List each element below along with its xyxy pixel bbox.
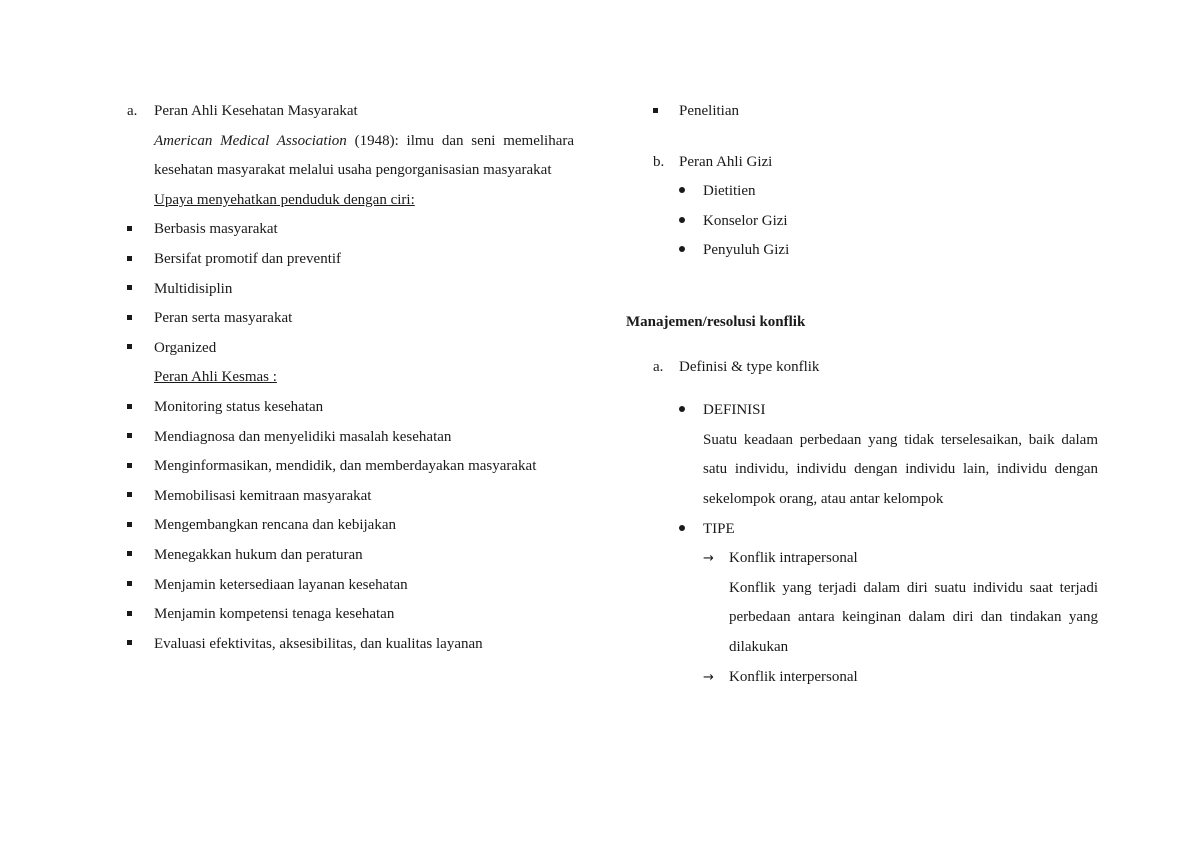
definition-text: (1948): ilmu dan seni memelihara kesehatan masyarakat melalui usaha pengorganisasian masyarakat <box>154 132 575 179</box>
continued-item: Penelitian <box>679 103 739 119</box>
list-item <box>127 275 574 305</box>
square-bullet-icon <box>127 304 132 334</box>
round-bullet-icon <box>679 236 685 266</box>
arrow-right-icon: → <box>703 551 714 567</box>
list-item-text: Dietitien <box>703 183 756 200</box>
square-bullet-icon <box>127 423 132 453</box>
list-item <box>127 393 574 423</box>
peran-heading-row <box>127 363 574 393</box>
section-a-heading <box>127 97 574 127</box>
square-bullet-icon <box>127 571 132 601</box>
list-item-text: Memobilisasi kemitraan masyarakat <box>154 487 372 504</box>
right-column <box>626 97 1098 692</box>
arrow-right-icon: → <box>703 669 714 685</box>
list-item <box>127 571 574 601</box>
upaya-heading-row <box>127 186 574 216</box>
list-item <box>127 423 574 453</box>
list-item-text: Organized <box>154 339 217 356</box>
tipe-item-label: Konflik interpersonal <box>729 668 858 685</box>
list-item <box>626 177 1098 207</box>
list-item <box>127 511 574 541</box>
list-item <box>626 207 1098 237</box>
list-item <box>127 600 574 630</box>
upaya-heading: Upaya menyehatkan penduduk dengan ciri: <box>154 191 415 208</box>
square-bullet-icon <box>127 630 132 660</box>
sub-a-title: Definisi & type konflik <box>679 358 820 375</box>
tipe-item-label: Konflik intrapersonal <box>729 550 858 567</box>
square-bullet-icon <box>127 600 132 630</box>
square-bullet-icon <box>127 541 132 571</box>
section-b-title: Peran Ahli Gizi <box>679 153 773 170</box>
list-item <box>127 452 574 482</box>
section-a-marker: a. <box>127 103 138 119</box>
list-item-text: Mendiagnosa dan menyelidiki masalah kesehatan <box>154 428 452 445</box>
list-item-text: Menjamin ketersediaan layanan kesehatan <box>154 576 408 593</box>
list-item <box>127 541 574 571</box>
square-bullet-icon <box>127 482 132 512</box>
list-item-text: Evaluasi efektivitas, aksesibilitas, dan kualitas layanan <box>154 635 483 652</box>
peran-list <box>127 393 574 659</box>
list-item-text: Mengembangkan rencana dan kebijakan <box>154 517 396 534</box>
peran-heading: Peran Ahli Kesmas : <box>154 369 277 386</box>
section-a-title: Peran Ahli Kesehatan Masyarakat <box>154 103 358 119</box>
definition-source: American Medical Association <box>154 132 347 149</box>
tipe-label: TIPE <box>703 520 735 537</box>
sub-a-heading <box>626 353 1098 383</box>
section-b-heading <box>626 148 1098 178</box>
list-item <box>626 97 1098 127</box>
list-item-text: Konselor Gizi <box>703 212 788 229</box>
round-bullet-icon <box>679 515 685 545</box>
square-bullet-icon <box>127 215 132 245</box>
list-item <box>626 236 1098 266</box>
list-item-text: Menjamin kompetensi tenaga kesehatan <box>154 606 395 623</box>
sub-a-marker: a. <box>653 358 664 375</box>
square-bullet-icon <box>127 393 132 423</box>
tipe-item-desc: Konflik yang terjadi dalam diri suatu individu saat terjadi perbedaan antara keinginan dalam diri dan tindakan yang dilakukan <box>729 579 1098 655</box>
list-item-text: Menginformasikan, mendidik, dan memberdayakan masyarakat <box>154 458 537 475</box>
gizi-list <box>626 177 1098 266</box>
round-bullet-icon <box>679 207 685 237</box>
square-bullet-icon <box>127 245 132 275</box>
list-item-text: Menegakkan hukum dan peraturan <box>154 546 363 563</box>
list-item-text: Bersifat promotif dan preventif <box>154 250 342 267</box>
list-item-text: Penyuluh Gizi <box>703 242 790 259</box>
list-item <box>127 245 574 275</box>
section-b-marker: b. <box>653 153 665 170</box>
section-heading: Manajemen/resolusi konflik <box>626 313 806 330</box>
square-bullet-icon <box>127 334 132 364</box>
list-item-text: Peran serta masyarakat <box>154 310 293 327</box>
list-item <box>127 482 574 512</box>
definition-paragraph <box>127 127 574 186</box>
round-bullet-icon <box>679 177 685 207</box>
list-item <box>127 630 574 660</box>
square-bullet-icon <box>127 511 132 541</box>
left-column <box>127 97 574 659</box>
list-item-text: Monitoring status kesehatan <box>154 398 324 415</box>
list-item-text: Multidisiplin <box>154 280 233 297</box>
list-item <box>127 334 574 364</box>
tipe-item <box>626 515 1098 545</box>
round-bullet-icon <box>679 396 685 426</box>
list-item <box>626 663 1098 693</box>
definisi-item <box>626 396 1098 426</box>
square-bullet-icon <box>127 275 132 305</box>
list-item-text: Berbasis masyarakat <box>154 221 278 238</box>
square-bullet-icon <box>653 97 658 127</box>
list-item <box>127 304 574 334</box>
definisi-text: Suatu keadaan perbedaan yang tidak terselesaikan, baik dalam satu individu, individu dengan individu lain, individu dengan sekelompok orang, atau antar kelompok <box>703 431 1098 507</box>
list-item <box>127 215 574 245</box>
square-bullet-icon <box>127 452 132 482</box>
upaya-list <box>127 215 574 363</box>
list-item <box>626 544 1098 574</box>
definisi-label: DEFINISI <box>703 402 766 419</box>
